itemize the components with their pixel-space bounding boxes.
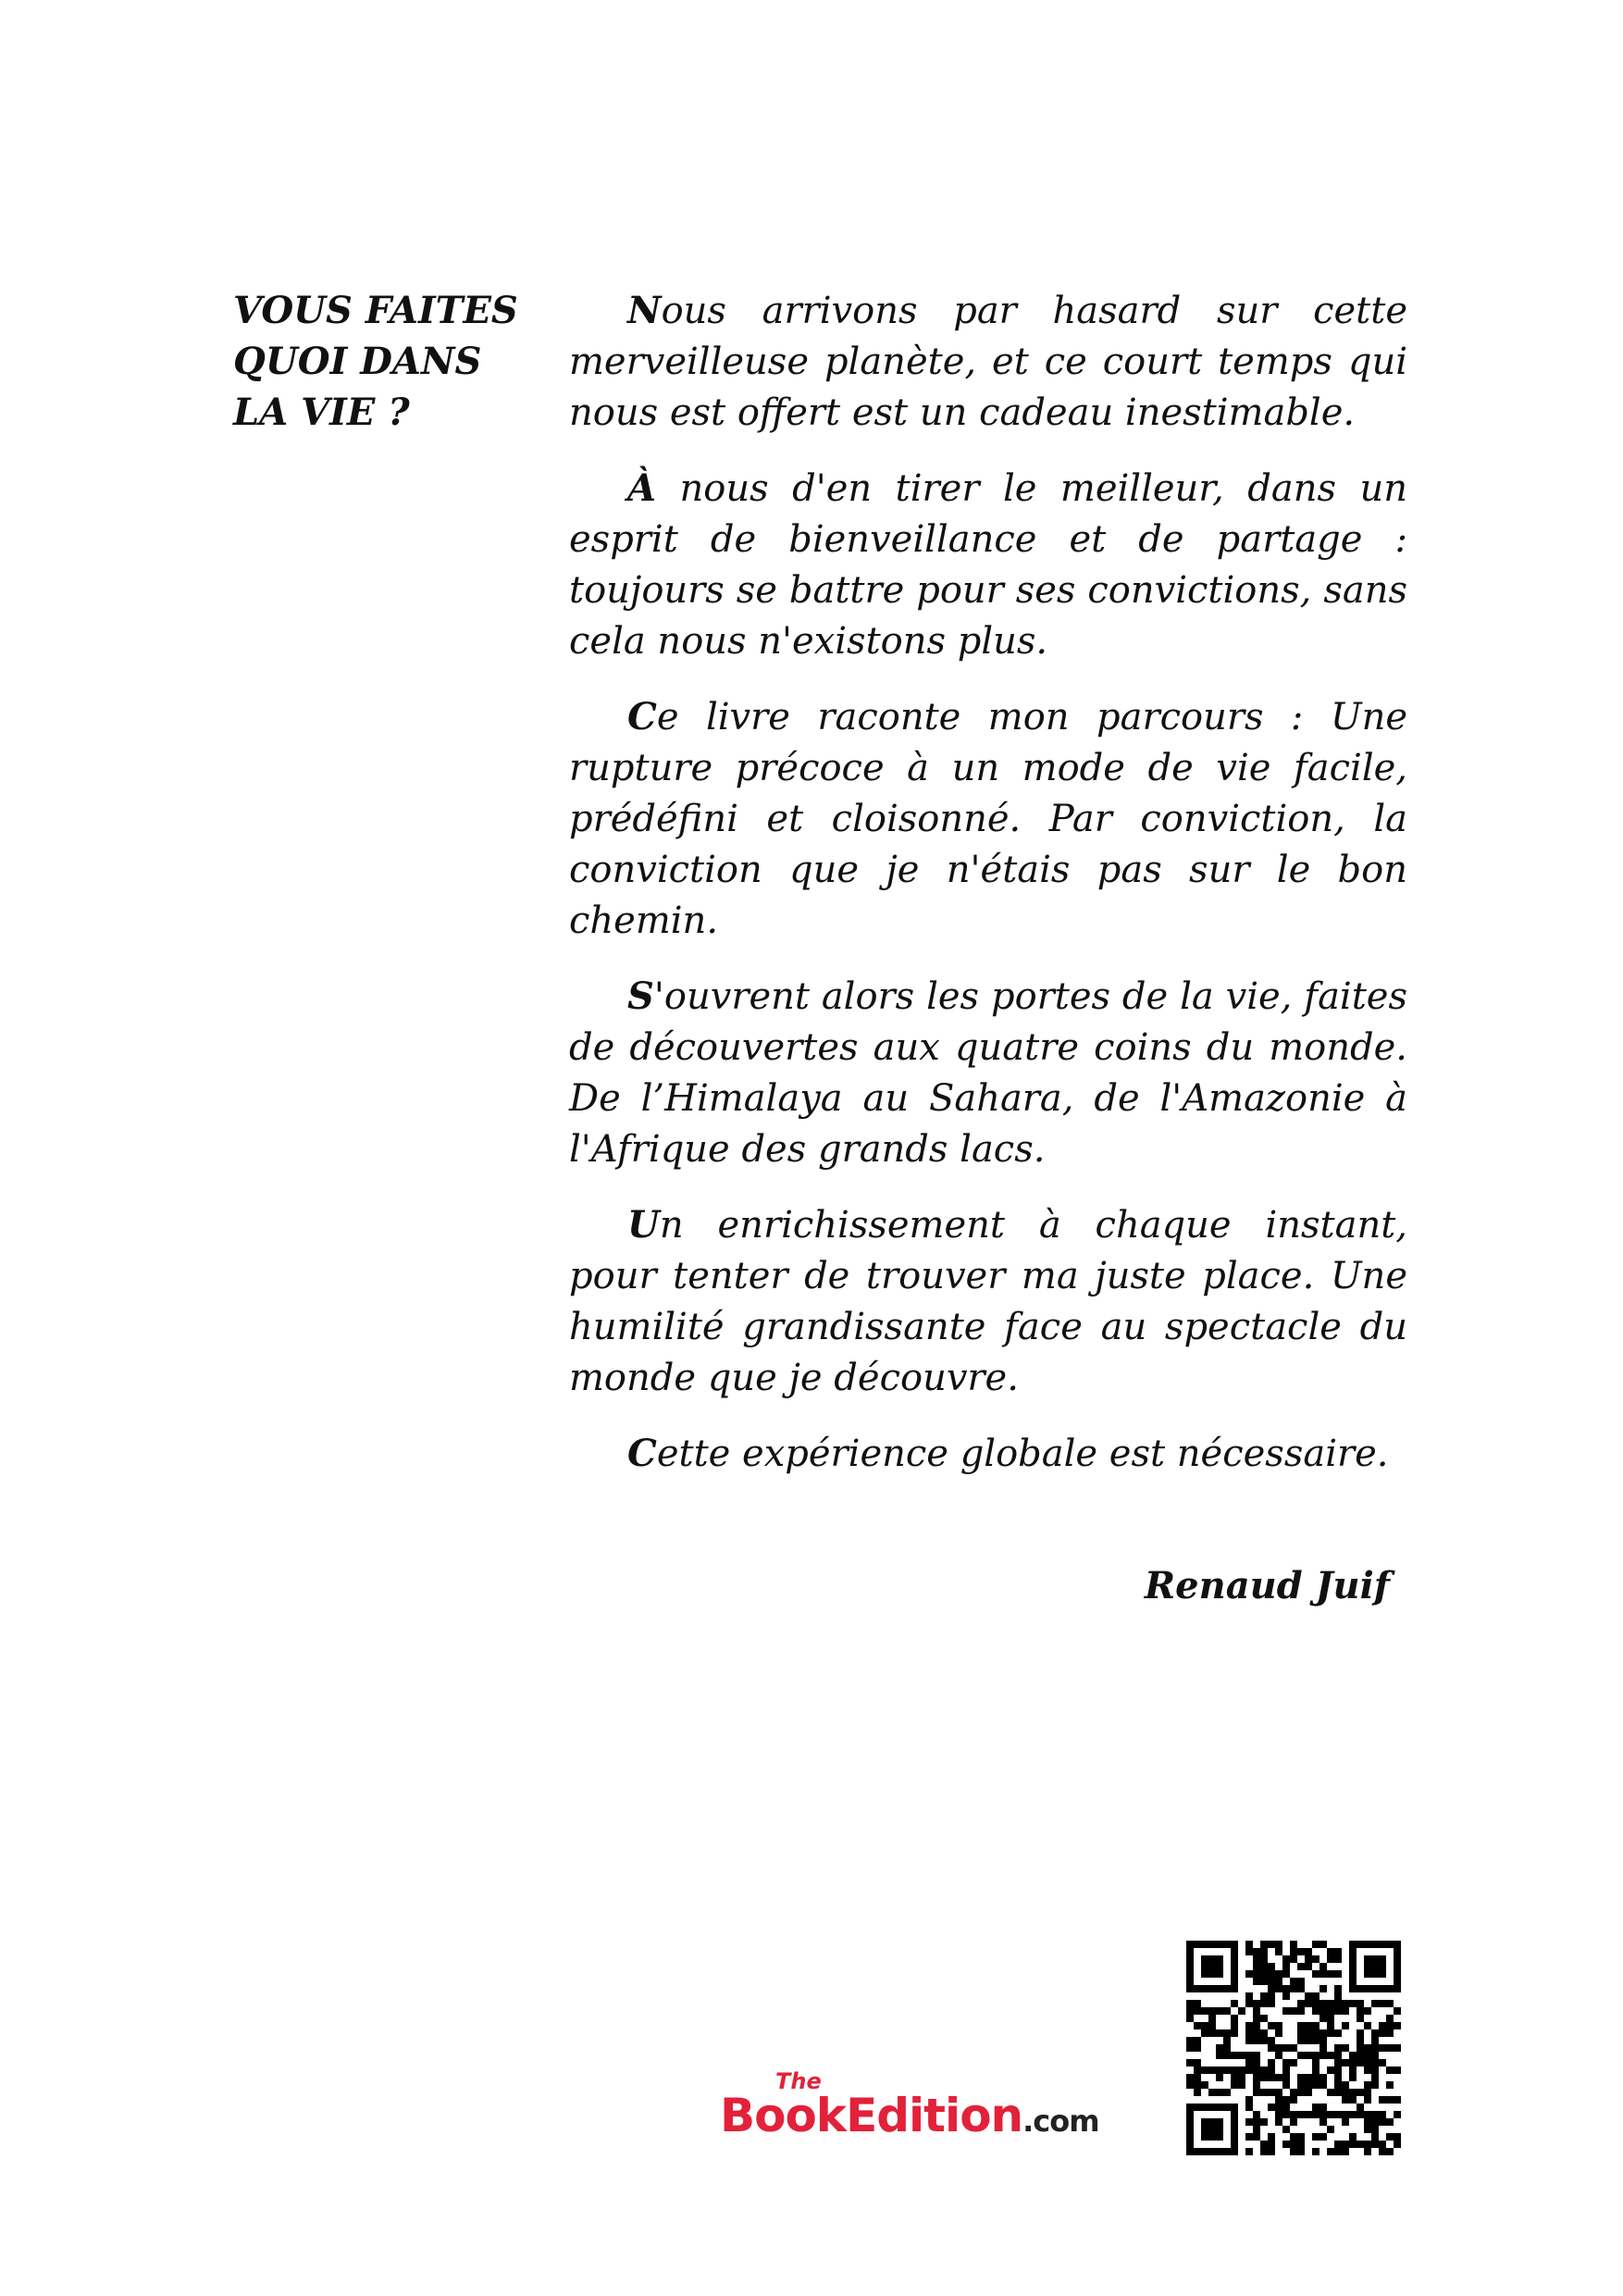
logo-brand: BookEdition — [720, 2089, 1023, 2142]
qr-code-icon — [1186, 1941, 1401, 2155]
back-cover-title — [233, 285, 539, 438]
paragraph-text: n enrichissement à chaque instant, pour tenter de trouver ma juste place. Une humilité grandissante face au spectacle du monde que je découvre. — [569, 1204, 1407, 1399]
blurb-text — [569, 285, 1407, 1504]
paragraph-text: ette expérience globale est nécessaire. — [656, 1433, 1389, 1475]
paragraph-initial: À — [627, 466, 657, 510]
paragraph-3 — [569, 691, 1407, 947]
paragraph-initial: C — [627, 1432, 657, 1475]
logo-the: The — [775, 2068, 822, 2094]
paragraph-initial: C — [627, 695, 657, 738]
paragraph-text: ous arrivons par hasard sur cette merveilleuse planète, et ce court temps qui nous est offert est un cadeau inestimable. — [569, 290, 1407, 434]
paragraph-6 — [569, 1428, 1407, 1480]
paragraph-text: 'ouvrent alors les portes de la vie, faites de découvertes aux quatre coins du monde. De l’Himalaya au Sahara, de l'Amazonie à l'Afrique des grands lacs. — [569, 975, 1407, 1171]
paragraph-initial: S — [627, 974, 654, 1018]
title-line-3: LA VIE ? — [233, 391, 410, 434]
paragraph-1 — [569, 285, 1407, 439]
paragraph-initial: N — [627, 289, 662, 332]
paragraph-5 — [569, 1199, 1407, 1404]
title-line-2: QUOI DANS — [233, 340, 482, 383]
paragraph-text: nous d'en tirer le meilleur, dans un esprit de bienveillance et de partage : toujours se battre pour ses convictions, sans cela nous n'existons plus. — [569, 467, 1407, 663]
logo-wordmark — [720, 2089, 1099, 2142]
paragraph-initial: U — [627, 1203, 660, 1247]
logo-suffix: .com — [1022, 2104, 1099, 2139]
paragraph-4 — [569, 971, 1407, 1175]
author-signature: Renaud Juif — [1144, 1564, 1390, 1607]
paragraph-text: e livre raconte mon parcours : Une rupture précoce à un mode de vie facile, prédéfini et cloisonné. Par conviction, la conviction que je n'étais pas sur le bon chemin. — [569, 696, 1407, 942]
publisher-logo — [720, 2068, 1164, 2142]
paragraph-2 — [569, 463, 1407, 667]
title-line-1: VOUS FAITES — [233, 289, 518, 332]
